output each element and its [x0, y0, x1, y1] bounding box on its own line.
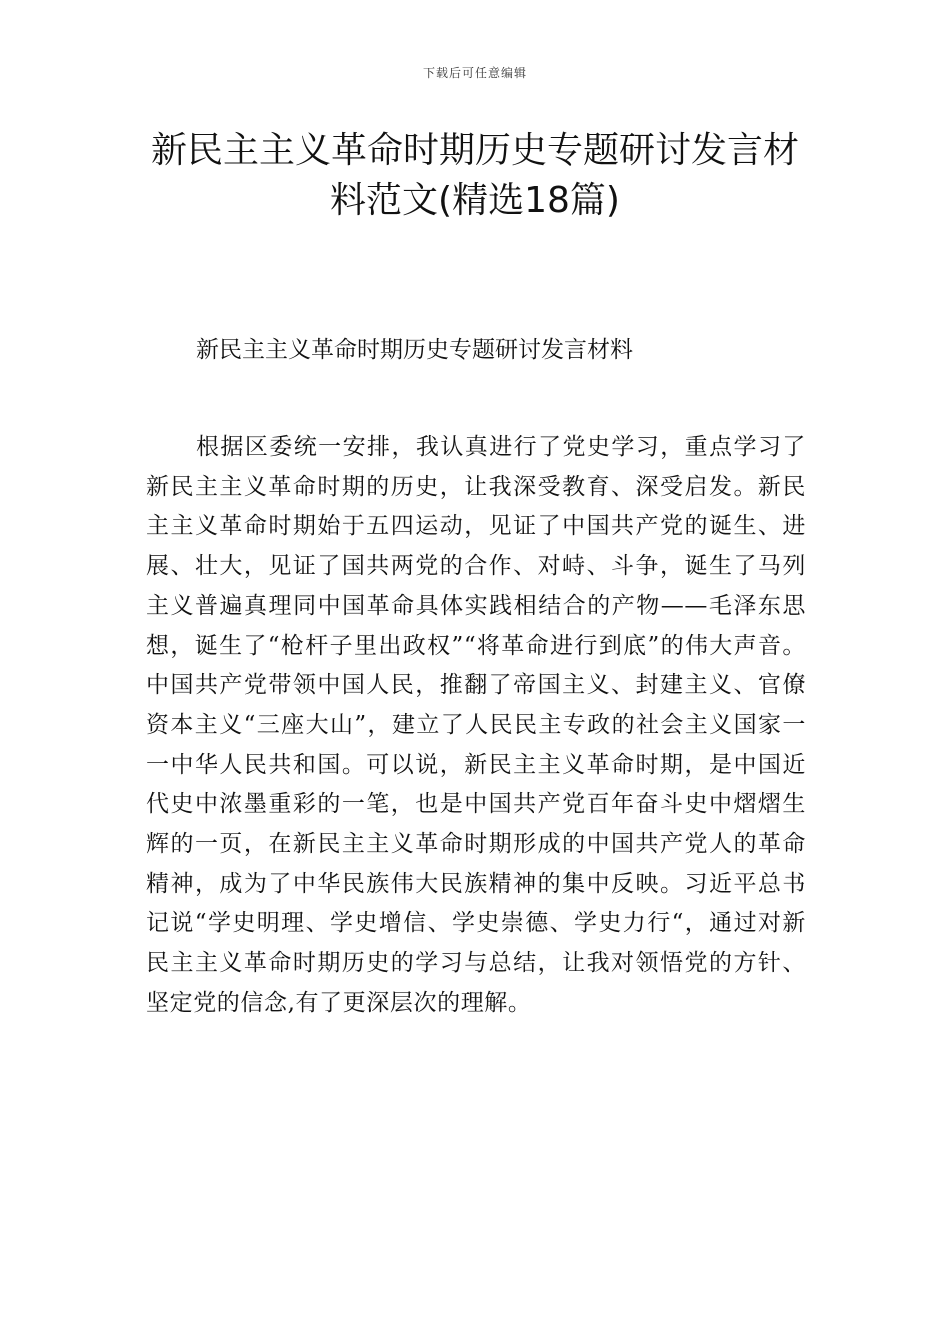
- document-title-line-1: 新民主主义革命时期历史专题研讨发言材: [150, 130, 799, 171]
- document-title: [140, 126, 810, 226]
- header-note: 下载后可任意编辑: [422, 66, 527, 80]
- body-paragraph: 根据区委统一安排，我认真进行了党史学习，重点学习了新民主主义革命时期的历史，让我深受教育、深受启发。新民主主义革命时期始于五四运动，见证了中国共产党的诞生、进展、壮大，见证了国共两党的合作、对峙、斗争，诞生了马列主义普遍真理同中国革命具体实践相结合的产物——毛泽东思想，诞生了“枪杆子里出政权”“将革命进行到底”的伟大声音。中国共产党带领中国人民，推翻了帝国主义、封建主义、官僚资本主义“三座大山”，建立了人民民主专政的社会主义国家一一中华人民共和国。可以说，新民主主义革命时期，是中国近代史中浓墨重彩的一笔，也是中国共产党百年奋斗史中熠熠生辉的一页，在新民主主义革命时期形成的中国共产党人的革命精神，成为了中华民族伟大民族精神的集中反映。习近平总书记说“学史明理、学史增信、学史崇德、学史力行“，通过对新民主主义革命时期历史的学习与总结，让我对领悟党的方针、坚定党的信念,有了更深层次的理解。: [146, 434, 806, 1016]
- section-heading: 新民主主义革命时期历史专题研讨发言材料: [196, 337, 633, 363]
- document-title-line-2: 料范文(精选18篇): [330, 180, 620, 221]
